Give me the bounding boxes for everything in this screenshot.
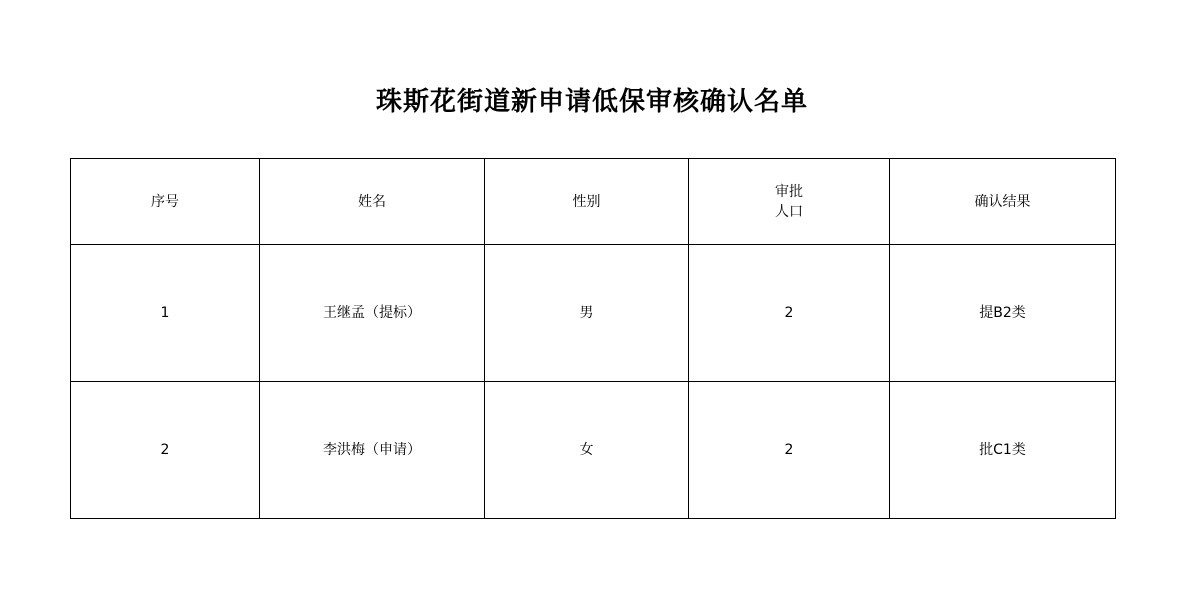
- page-title: 珠斯花街道新申请低保审核确认名单: [375, 87, 808, 117]
- cell-gender: 女: [485, 382, 689, 519]
- cell-name: 王继孟（提标）: [260, 245, 485, 382]
- cell-approved-count: 2: [689, 382, 890, 519]
- table-header-row: [71, 159, 1116, 245]
- cell-index: 1: [71, 245, 260, 382]
- column-header-name: 姓名: [260, 159, 485, 245]
- approval-table: [70, 158, 1116, 519]
- table-row: [71, 382, 1116, 519]
- column-header-approved-line2: 人口: [775, 203, 803, 220]
- table-row: [71, 245, 1116, 382]
- cell-approved-count: 2: [689, 245, 890, 382]
- cell-name: 李洪梅（申请）: [260, 382, 485, 519]
- cell-gender: 男: [485, 245, 689, 382]
- column-header-index: 序号: [71, 159, 260, 245]
- cell-result: 提B2类: [890, 245, 1116, 382]
- column-header-approved-count: [689, 159, 890, 245]
- cell-index: 2: [71, 382, 260, 519]
- column-header-result: 确认结果: [890, 159, 1116, 245]
- column-header-gender: 性别: [485, 159, 689, 245]
- cell-result: 批C1类: [890, 382, 1116, 519]
- column-header-approved-line1: 审批: [775, 183, 803, 200]
